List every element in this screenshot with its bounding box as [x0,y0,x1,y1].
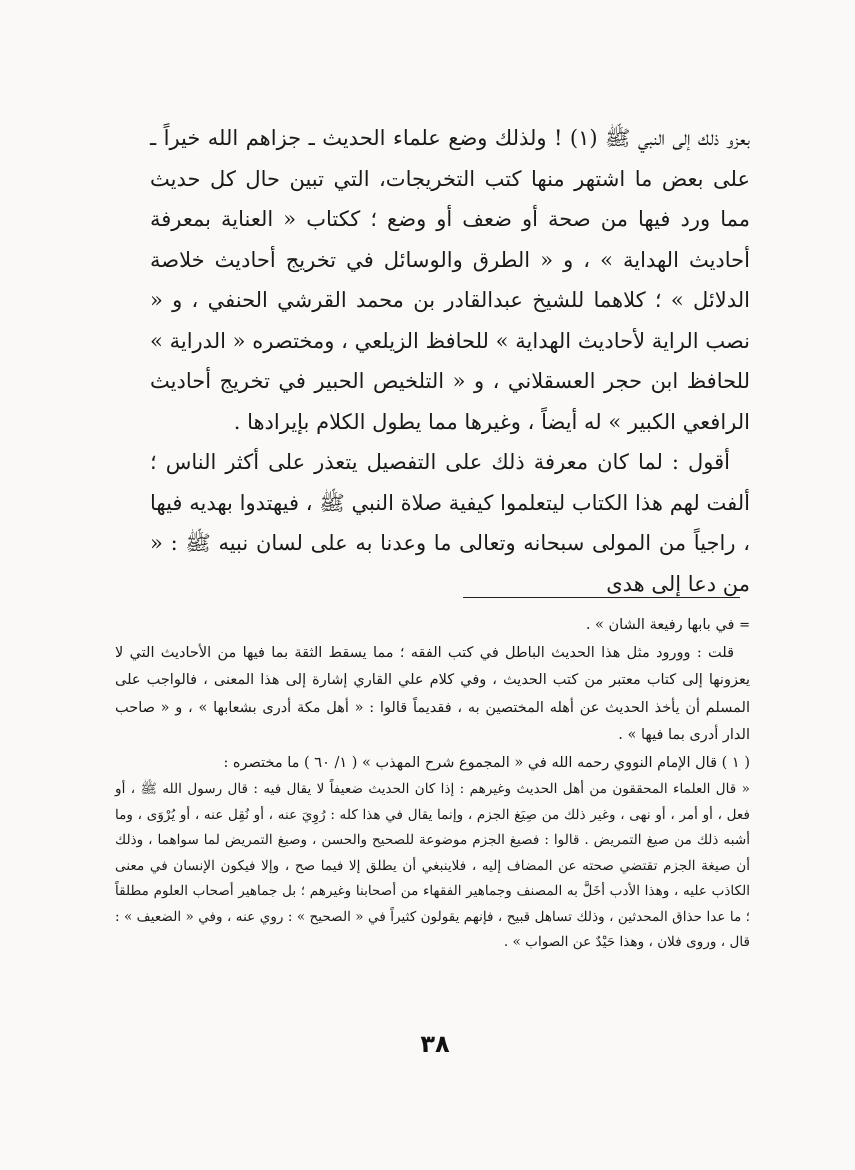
footnote-comment: قلت : وورود مثل هذا الحديث الباطل في كتب الفقه ؛ مما يسقط الثقة بما فيها من الأحاديث التي لا يعزونها إلى كتاب معتبر من كتب الحديث ، وفي كلام علي القاري إشارة إلى هذا المعنى ، فالواجب على المسلم أن يأخذ الحديث عن أهله المختصين به ، فقديماً قالوا : « أهل مكة أدرى بشعابها » ، و « صاحب الدار أدرى بما فيها » . [115,644,750,743]
footnote-1-intro: ( ١ ) قال الإمام النووي رحمه الله في « المجموع شرح المهذب » ( ١/ ٦٠ ) ما مختصره : [223,754,750,771]
continuation-mark: = [739,618,750,633]
continuation-text: في بابها رفيعة الشان » . [585,617,735,633]
page-number: ٣٨ [420,1030,450,1058]
footnotes-section [115,612,750,956]
body-paragraph-1: بعزو ذلك إلى النبي ﷺ (١) ! ولذلك وضع علماء الحديث ـ جزاهم الله خيراً ـ على بعض ما اشتهر منها كتب التخريجات، التي تبين حال كل حديث مما ورد فيها من صحة أو ضعف أو وضع ؛ ككتاب « العناية بمعرفة أحاديث الهداية » ، و « الطرق والوسائل في تخريج أحاديث خلاصة الدلائل » ؛ كلاهما للشيخ عبدالقادر بن محمد القرشي الحنفي ، و « نصب الراية لأحاديث الهداية » للحافظ الزيلعي ، ومختصره « الدراية » للحافظ ابن حجر العسقلاني ، و « التلخيص الحبير في تخريج أحاديث الرافعي الكبير » له أيضاً ، وغيرها مما يطول الكلام بإيرادها . [150,126,750,434]
footnote-continuation [115,612,750,640]
footnote-1-quote: « قال العلماء المحققون من أهل الحديث وغيرهم : إذا كان الحديث ضعيفاً لا يقال فيه : قال رسول الله ﷺ ، أو فعل ، أو أمر ، أو نهى ، وغير ذلك من صِيَغ الجزم ، وإنما يقال في هذا كله : رُوِيَ عنه ، أو نُقِل عنه ، أو يُرْوَى ، وما أشبه ذلك من صيغ التمريض . قالوا : فصيغ الجزم موضوعة للصحيح والحسن ، وصيغ التمريض لما سواهما ، وذلك أن صيغة الجزم تقتضي صحته عن المضاف إليه ، فلاينبغي أن يطلق إلا فيما صح ، وإلا فيكون الإنسان في معنى الكاذب عليه ، وهذا الأدب أخَلَّ به المصنف وجماهير الفقهاء من أصحابنا وغيرهم ؛ بل جماهير أصحاب العلوم مطلقاً ؛ ما عدا حذاق المحدثين ، وذلك تساهل قبيح ، فإنهم يقولون كثيراً في « الصحيح » : روي عنه ، وفي « الضعيف » : قال ، وروى فلان ، وهذا حَيْدٌ عن الصواب » . [115,781,750,950]
footnote-separator [463,597,740,598]
body-paragraph-2: أقول : لما كان معرفة ذلك على التفصيل يتعذر على أكثر الناس ؛ ألفت لهم هذا الكتاب ليتعلموا كيفية صلاة النبي ﷺ ، فيهتدوا بهديه فيها ، راجياً من المولى سبحانه وتعالى ما وعدنا به على لسان نبيه ﷺ : « من دعا إلى هدى [150,450,750,596]
main-text [150,118,750,604]
